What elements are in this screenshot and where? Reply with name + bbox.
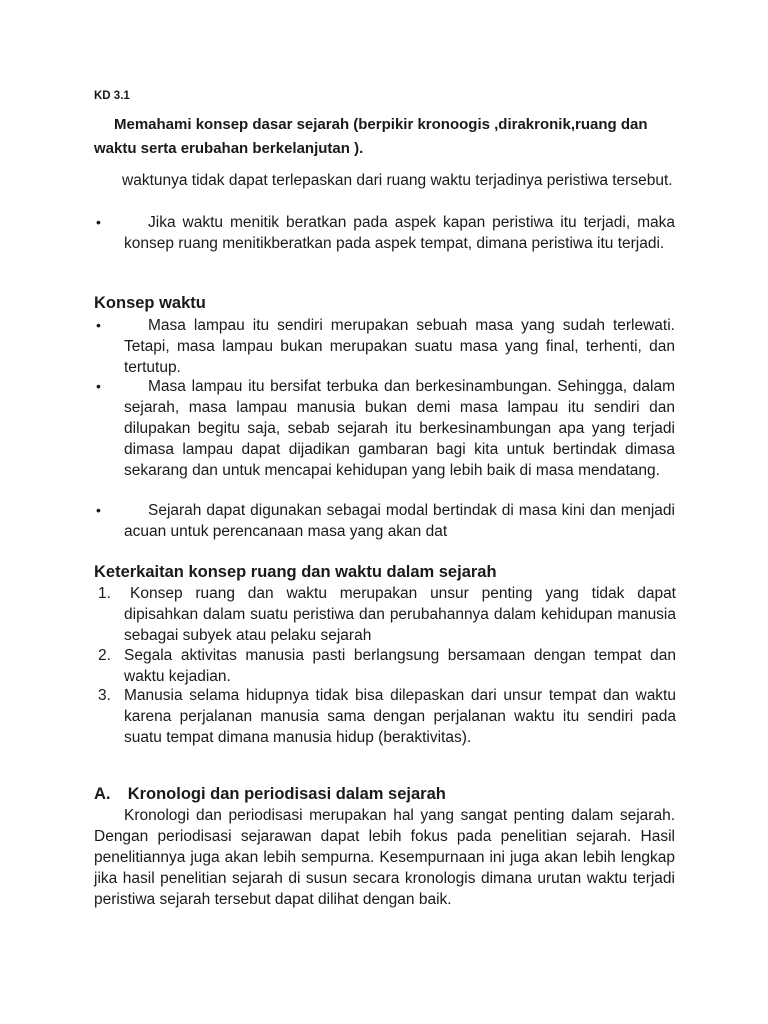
numbered-item-text: Konsep ruang dan waktu merupakan unsur penting yang tidak dapat dipisahkan dalam suatu peristiwa dan perubahannya dalam kehidupan manusia sebagai subyek atau pelaku sejarah (124, 585, 676, 644)
section-heading-a (94, 783, 446, 805)
section-a-paragraph: Kronologi dan periodisasi merupakan hal yang sangat penting dalam sejarah. Dengan periodisasi sejarawan dapat lebih fokus pada penelitian sejarah. Hasil penelitiannya juga akan lebih sempurna. Kesempurnaan ini juga akan lebih lengkap jika hasil penelitian sejarah di susun secara kronologis dimana urutan waktu terjadi peristiwa sejarah tersebut dapat dilihat dengan baik. (94, 807, 675, 908)
bullet-marker: • (96, 502, 101, 518)
bullet-marker: • (96, 378, 101, 394)
section-label: A. (94, 785, 111, 803)
item-number: 1. (98, 585, 111, 602)
bullet-text: Jika waktu menitik beratkan pada aspek kapan peristiwa itu terjadi, maka konsep ruang menitikberatkan pada aspek tempat, dimana peristiwa itu terjadi. (124, 214, 675, 252)
numbered-item-text: Segala aktivitas manusia pasti berlangsung bersamaan dengan tempat dan waktu kejadian. (124, 647, 676, 685)
section-heading-konsep-waktu: Konsep waktu (94, 294, 206, 312)
bullet-text: Masa lampau itu bersifat terbuka dan berkesinambungan. Sehingga, dalam sejarah, masa lampau manusia bukan demi masa lampau itu sendiri dan dilupakan begitu saja, sebab sejarah itu berkesinambungan apa yang terjadi dimasa lampau dapat dijadikan gambaran bagi kita untuk bertindak dimasa sekarang dan untuk mencapai kehidupan yang lebih baik di masa mendatang. (124, 378, 675, 479)
bullet-marker: • (96, 214, 101, 230)
bullet-text: Masa lampau itu sendiri merupakan sebuah masa yang sudah terlewati. Tetapi, masa lampau bukan merupakan suatu masa yang final, terhenti, dan tertutup. (124, 317, 675, 376)
bullet-text: Sejarah dapat digunakan sebagai modal bertindak di masa kini dan menjadi acuan untuk perencanaan masa yang akan dat (124, 502, 675, 540)
document-title: Memahami konsep dasar sejarah (berpikir kronoogis ,dirakronik,ruang dan waktu serta erubahan berkelanjutan ). (94, 116, 648, 157)
item-number: 3. (98, 687, 111, 704)
lead-paragraph: waktunya tidak dapat terlepaskan dari ruang waktu terjadinya peristiwa tersebut. (122, 172, 673, 189)
numbered-item-text: Manusia selama hidupnya tidak bisa dilepaskan dari unsur tempat dan waktu karena perjalanan manusia sama dengan perjalanan waktu itu sendiri pada suatu tempat dimana manusia hidup (beraktivitas). (124, 687, 676, 746)
item-number: 2. (98, 647, 111, 664)
bullet-marker: • (96, 317, 101, 333)
kd-label: KD 3.1 (94, 90, 130, 102)
section-title: Kronologi dan periodisasi dalam sejarah (127, 785, 446, 803)
section-heading-keterkaitan: Keterkaitan konsep ruang dan waktu dalam sejarah (94, 563, 497, 581)
